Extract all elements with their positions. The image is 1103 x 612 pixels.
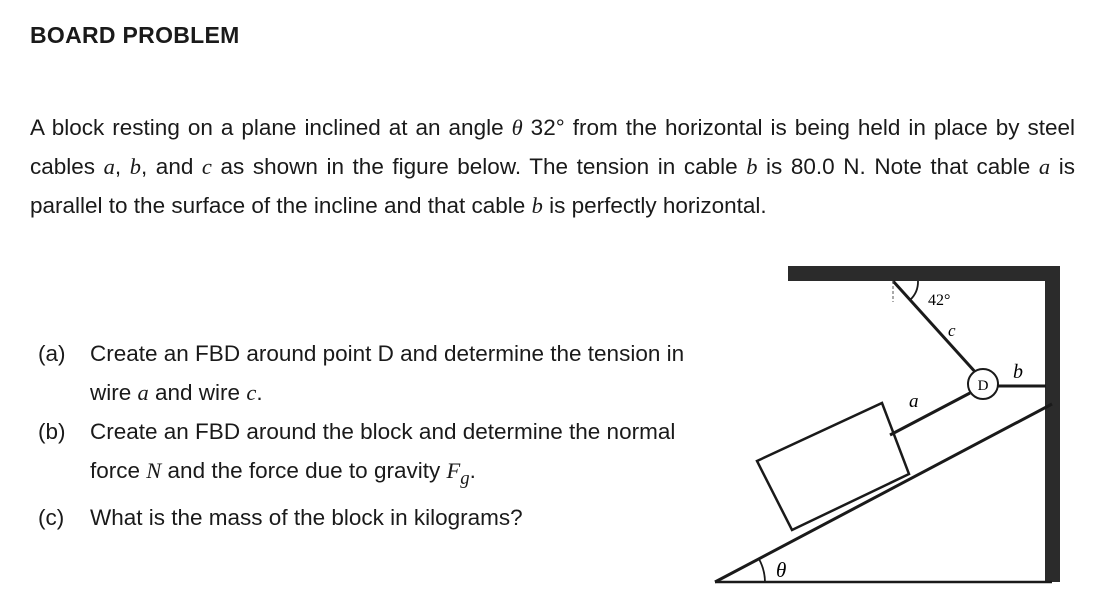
label-c: c	[948, 321, 956, 340]
question-c: (c) What is the mass of the block in kilograms?	[38, 504, 523, 530]
ceiling-support	[788, 266, 1060, 281]
cable-a	[890, 393, 970, 435]
label-angle-42: 42°	[928, 292, 951, 309]
label-b: b	[1013, 361, 1023, 383]
problem-statement: A block resting on a plane inclined at an angle θ 32° from the horizontal is being held in place by steel cables a, b, and c as shown in the figure below. The tension in cable b is 80.0 N. Note that cable a is parallel to the surface of the incline and that cable b is perfectly horizontal.	[30, 115, 1076, 218]
question-b: (b) Create an FBD around the block and determine the normal force N and the force due to gravity $F_g$.	[38, 419, 676, 489]
angle-42-arc	[910, 281, 918, 300]
question-a: (a) Create an FBD around point D and determine the tension in wire a and wire c.	[38, 341, 685, 405]
label-theta: θ	[776, 558, 787, 582]
wall-support	[1045, 266, 1060, 582]
incline-surface	[715, 404, 1052, 582]
block	[757, 403, 909, 530]
label-a: a	[909, 391, 919, 412]
page-title: BOARD PROBLEM	[30, 22, 240, 48]
theta-arc	[759, 559, 765, 582]
label-d: D	[977, 378, 989, 394]
